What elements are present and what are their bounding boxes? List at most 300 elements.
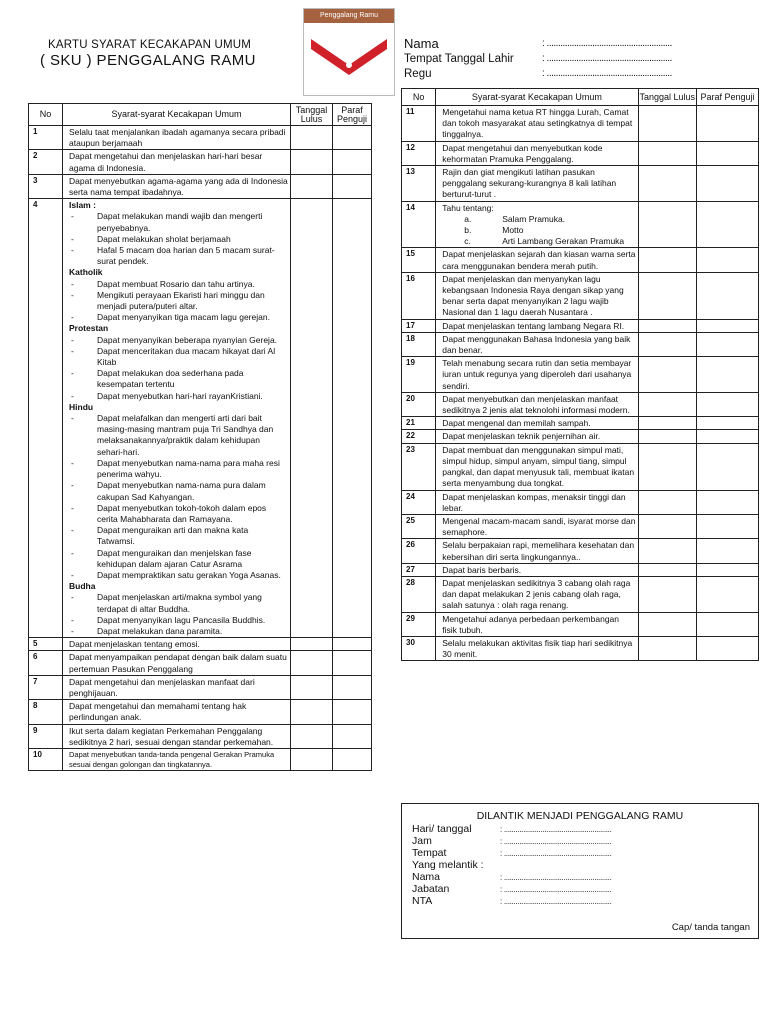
table-row bbox=[402, 319, 759, 332]
dash-icon: - bbox=[71, 289, 74, 300]
initial-cell[interactable] bbox=[697, 166, 759, 202]
initial-cell[interactable] bbox=[697, 106, 759, 142]
inauguration-row bbox=[412, 883, 612, 895]
table-row bbox=[402, 539, 759, 563]
date-cell[interactable] bbox=[291, 174, 333, 198]
table-row bbox=[29, 199, 372, 638]
list-item-text: Dapat menyebutkan nama-nama para maha resi penerima wahyu. bbox=[97, 457, 280, 480]
row-number: 29 bbox=[402, 612, 436, 636]
requirement-line: Dapat menjelaskan tentang lambang Negara RI. bbox=[442, 320, 625, 331]
row-number: 11 bbox=[402, 106, 436, 142]
list-item bbox=[69, 312, 288, 323]
row-number: 27 bbox=[402, 563, 436, 576]
list-item-text: Hafal 5 macam doa harian dan 5 macam surat-surat pendek. bbox=[97, 245, 275, 267]
inauguration-field[interactable]: : ........................................................ bbox=[500, 825, 612, 834]
inauguration-row bbox=[412, 847, 612, 859]
date-cell[interactable] bbox=[638, 357, 697, 393]
date-cell[interactable] bbox=[638, 141, 697, 165]
row-number: 26 bbox=[402, 539, 436, 563]
inauguration-row bbox=[412, 895, 612, 907]
row-number: 12 bbox=[402, 141, 436, 165]
dash-icon: - bbox=[71, 592, 74, 603]
initial-cell[interactable] bbox=[697, 141, 759, 165]
dash-icon: - bbox=[71, 413, 74, 424]
initial-cell[interactable] bbox=[697, 272, 759, 319]
requirement-line: Rajin dan giat mengikuti latihan pasukan penggalang sekurang-kurangnya 8 kali latihan berturut-turut . bbox=[442, 167, 617, 200]
list-item-text: Dapat melakukan mandi wajib dan mengerti penyebabnya. bbox=[97, 211, 263, 233]
inauguration-row bbox=[412, 871, 612, 883]
requirement-text bbox=[63, 638, 291, 651]
dash-icon: - bbox=[71, 334, 74, 345]
list-item-text: Dapat melakukan doa sederhana pada kesempatan tertentu bbox=[97, 368, 244, 390]
inauguration-field[interactable]: : ........................................................ bbox=[500, 897, 612, 906]
requirement-line: Dapat membuat dan menggunakan simpul mati, simpul hidup, simpul anyam, simpul tiang, simpul pangkal, dan dapat menyusuk tali, membuat ikatan serta menyambung dua tongkat. bbox=[442, 444, 635, 489]
row-number: 17 bbox=[402, 319, 436, 332]
table-row bbox=[402, 563, 759, 576]
table-row bbox=[402, 357, 759, 393]
inauguration-field[interactable]: : ........................................................ bbox=[500, 849, 612, 858]
requirement-line: Dapat mengetahui dan menyebutkan kode kehormatan Pramuka Penggalang. bbox=[442, 142, 603, 164]
table-row bbox=[29, 675, 372, 699]
list-item-text: Dapat melafalkan dan mengerti arti dari bait masing-masing mantram puja Tri Sandhya dan melaksanakannya/praktik dalam kehidupan sehari-hari. bbox=[97, 413, 274, 457]
list-item bbox=[69, 525, 288, 547]
chevron-emblem-icon bbox=[309, 35, 389, 75]
date-cell[interactable] bbox=[638, 514, 697, 538]
date-cell[interactable] bbox=[291, 638, 333, 651]
requirement-line: Mengetahui adanya perbedaan perkembangan fisik tubuh. bbox=[442, 613, 619, 635]
list-item bbox=[442, 236, 635, 247]
col-header-tanggal: Tanggal Lulus bbox=[638, 89, 697, 106]
list-item-text: Salam Pramuka. bbox=[502, 213, 566, 224]
table-row bbox=[402, 272, 759, 319]
row-number: 9 bbox=[29, 724, 63, 748]
requirement-text bbox=[436, 357, 638, 393]
requirement-text bbox=[63, 126, 291, 150]
religion-heading: Budha bbox=[69, 581, 96, 592]
list-item-text: Dapat menyebutkan tokoh-tokoh dalam epos cerita Mahabharata dan Ramayana. bbox=[97, 502, 267, 524]
date-cell[interactable] bbox=[638, 417, 697, 430]
row-number: 1 bbox=[29, 126, 63, 150]
row-number: 6 bbox=[29, 651, 63, 675]
requirement-text bbox=[63, 199, 291, 638]
col-header-syarat: Syarat-syarat Kecakapan Umum bbox=[63, 104, 291, 126]
date-cell[interactable] bbox=[638, 563, 697, 576]
identity-label: Nama bbox=[404, 36, 439, 51]
date-cell[interactable] bbox=[638, 201, 697, 248]
list-item bbox=[69, 570, 288, 581]
initial-cell[interactable] bbox=[333, 638, 372, 651]
requirement-line: Mengenal macam-macam sandi, isyarat morse dan semaphore. bbox=[442, 515, 636, 538]
row-number: 24 bbox=[402, 490, 436, 514]
initial-cell[interactable] bbox=[333, 150, 372, 174]
requirement-text bbox=[436, 576, 638, 612]
date-cell[interactable] bbox=[638, 106, 697, 142]
date-cell[interactable] bbox=[291, 700, 333, 724]
list-item bbox=[69, 290, 288, 312]
requirement-text bbox=[436, 563, 638, 576]
requirement-line: Selalu taat menjalankan ibadah agamanya secara pribadi ataupun berjamaah bbox=[69, 127, 286, 149]
list-item-text: Dapat membuat Rosario dan tahu artinya. bbox=[97, 278, 255, 289]
list-item-text: Dapat menguraikan dan menjelskan fase kehidupan dalam ajaran Catur Asrama bbox=[97, 547, 252, 569]
identity-field[interactable]: : ....................................................... bbox=[542, 68, 672, 79]
requirement-text bbox=[436, 443, 638, 490]
dash-icon: - bbox=[71, 390, 74, 401]
table-row bbox=[402, 248, 759, 272]
list-item bbox=[69, 592, 288, 614]
requirement-text bbox=[436, 332, 638, 356]
col-header-paraf: Paraf Penguji bbox=[333, 104, 372, 126]
initial-cell[interactable] bbox=[697, 319, 759, 332]
table-row bbox=[402, 392, 759, 416]
col-header-no: No bbox=[402, 89, 436, 106]
requirement-text bbox=[436, 106, 638, 142]
initial-cell[interactable] bbox=[697, 417, 759, 430]
inauguration-title: DILANTIK MENJADI PENGGALANG RAMU bbox=[476, 810, 684, 822]
list-item-text: Dapat menyebutkan nama-nama pura dalam cakupan Sad Kahyangan. bbox=[97, 480, 266, 502]
dash-icon: - bbox=[71, 278, 74, 289]
table-row bbox=[29, 126, 372, 150]
row-number: 13 bbox=[402, 166, 436, 202]
identity-label: Tempat Tanggal Lahir bbox=[404, 52, 514, 65]
requirement-line: Dapat menyebutkan dan menjelaskan manfaat sedikitnya 2 jenis alat teknolohi informasi modern. bbox=[442, 393, 630, 416]
requirement-line: Tahu tentang: bbox=[442, 202, 494, 213]
initial-cell[interactable] bbox=[697, 490, 759, 514]
requirement-line: Selalu berpakaian rapi, memelihara kesehatan dan kebersihan diri serta lingkungannya.. bbox=[442, 540, 635, 562]
requirement-line: Dapat menjelaskan tentang emosi. bbox=[69, 639, 200, 650]
badge-label: Penggalang Ramu bbox=[304, 9, 394, 23]
date-cell[interactable] bbox=[638, 576, 697, 612]
list-item bbox=[69, 615, 288, 626]
initial-cell[interactable] bbox=[333, 174, 372, 198]
requirement-text bbox=[436, 430, 638, 443]
list-item bbox=[69, 279, 288, 290]
initial-cell[interactable] bbox=[697, 248, 759, 272]
requirement-text bbox=[436, 636, 638, 660]
row-number: 18 bbox=[402, 332, 436, 356]
initial-cell[interactable] bbox=[697, 443, 759, 490]
dash-icon: - bbox=[71, 480, 74, 491]
list-item-text: Mengikuti perayaan Ekaristi hari minggu dan menjadi putera/puteri altar. bbox=[97, 289, 265, 312]
date-cell[interactable] bbox=[638, 612, 697, 636]
dash-icon: - bbox=[71, 245, 74, 256]
sku-table-right bbox=[401, 88, 759, 661]
dash-icon: - bbox=[71, 345, 74, 356]
col-header-tanggal: Tanggal Lulus bbox=[291, 104, 333, 126]
date-cell[interactable] bbox=[638, 248, 697, 272]
requirement-line: Dapat baris berbaris. bbox=[442, 564, 522, 575]
list-item bbox=[69, 391, 288, 402]
col-header-syarat: Syarat-syarat Kecakapan Umum bbox=[436, 89, 638, 106]
date-cell[interactable] bbox=[291, 724, 333, 748]
list-marker: c. bbox=[464, 236, 471, 247]
row-number: 8 bbox=[29, 700, 63, 724]
list-item bbox=[69, 346, 288, 368]
initial-cell[interactable] bbox=[697, 357, 759, 393]
requirement-line: Dapat menjelaskan dan menyanykan lagu kebangsaan Indonesia Raya dengan sikap yang benar serta dapat menyanyikan 2 lagu wajib Nasional dan 1 lagu daerah Nusantara . bbox=[442, 273, 624, 318]
list-item-text: Motto bbox=[502, 225, 524, 236]
row-number: 4 bbox=[29, 199, 63, 638]
requirement-line: Dapat mengenal dan memilah sampah. bbox=[442, 418, 591, 429]
initial-cell[interactable] bbox=[333, 199, 372, 638]
row-number: 25 bbox=[402, 514, 436, 538]
requirement-line: Ikut serta dalam kegiatan Perkemahan Penggalang sedikitnya 2 hari, sesuai dengan standar perkemahan. bbox=[69, 725, 274, 747]
date-cell[interactable] bbox=[638, 392, 697, 416]
row-number: 10 bbox=[29, 748, 63, 770]
requirement-line: Selalu melakukan aktivitas fisik tiap hari sedikitnya 30 menit. bbox=[442, 637, 633, 660]
table-row bbox=[402, 332, 759, 356]
inauguration-field[interactable]: : ........................................................ bbox=[500, 885, 612, 894]
requirement-text bbox=[436, 392, 638, 416]
inauguration-row bbox=[412, 835, 612, 847]
date-cell[interactable] bbox=[291, 199, 333, 638]
date-cell[interactable] bbox=[291, 651, 333, 675]
requirement-text bbox=[63, 675, 291, 699]
dash-icon: - bbox=[71, 312, 74, 323]
row-number: 3 bbox=[29, 174, 63, 198]
requirement-text bbox=[436, 166, 638, 202]
initial-cell[interactable] bbox=[697, 430, 759, 443]
inauguration-row bbox=[412, 823, 612, 835]
table-row bbox=[402, 166, 759, 202]
requirement-text bbox=[436, 201, 638, 248]
requirement-line: Telah menabung secara rutin dan setia membayar iuran untuk regunya yang diperoleh dari usahanya sendiri. bbox=[442, 358, 632, 391]
row-number: 7 bbox=[29, 675, 63, 699]
identity-row bbox=[404, 51, 727, 66]
date-cell[interactable] bbox=[638, 636, 697, 660]
row-number: 5 bbox=[29, 638, 63, 651]
row-number: 2 bbox=[29, 150, 63, 174]
requirement-text bbox=[63, 700, 291, 724]
row-number: 19 bbox=[402, 357, 436, 393]
date-cell[interactable] bbox=[638, 272, 697, 319]
list-item-text: Dapat menyanyikan beberapa nyanyian Gereja. bbox=[97, 334, 278, 345]
date-cell[interactable] bbox=[291, 748, 333, 770]
row-number: 14 bbox=[402, 201, 436, 248]
row-number: 16 bbox=[402, 272, 436, 319]
list-item-text: Arti Lambang Gerakan Pramuka bbox=[502, 236, 625, 247]
initial-cell[interactable] bbox=[333, 724, 372, 748]
list-item-text: Dapat mempraktikan satu gerakan Yoga Asanas. bbox=[97, 569, 281, 580]
list-item-text: Dapat menyanyikan tiga macam lagu gerejan. bbox=[97, 312, 270, 323]
date-cell[interactable] bbox=[638, 539, 697, 563]
date-cell[interactable] bbox=[638, 319, 697, 332]
requirement-text bbox=[63, 651, 291, 675]
requirement-text bbox=[436, 539, 638, 563]
initial-cell[interactable] bbox=[333, 675, 372, 699]
list-item bbox=[69, 245, 288, 267]
row-number: 20 bbox=[402, 392, 436, 416]
list-item bbox=[442, 225, 635, 236]
requirement-line: Dapat menyebutkan tanda-tanda pengenal Gerakan Pramuka sesuai dengan golongan dan tingkatannya. bbox=[69, 749, 275, 769]
card-subtitle: ( SKU ) PENGGALANG RAMU bbox=[40, 52, 256, 69]
religion-heading: Islam : bbox=[69, 200, 96, 211]
table-row bbox=[402, 430, 759, 443]
initial-cell[interactable] bbox=[333, 700, 372, 724]
date-cell[interactable] bbox=[638, 490, 697, 514]
date-cell[interactable] bbox=[638, 443, 697, 490]
initial-cell[interactable] bbox=[697, 332, 759, 356]
table-row bbox=[402, 576, 759, 612]
requirement-line: Mengetahui nama ketua RT hingga Lurah, Camat dan tokoh masyarakat atau setingkatnya di tempat tinggalnya. bbox=[442, 107, 633, 140]
card-title: KARTU SYARAT KECAKAPAN UMUM bbox=[48, 39, 252, 51]
list-marker: a. bbox=[464, 213, 472, 224]
inauguration-field[interactable]: : ........................................................ bbox=[500, 873, 612, 882]
inauguration-label: Jam bbox=[412, 835, 432, 847]
sku-table-left bbox=[28, 103, 372, 771]
table-row bbox=[29, 651, 372, 675]
table-row bbox=[29, 150, 372, 174]
list-item-text: Dapat menceritakan dua macam hikayat dari Al Kitab bbox=[97, 345, 276, 368]
date-cell[interactable] bbox=[638, 332, 697, 356]
inauguration-field[interactable]: : ........................................................ bbox=[500, 837, 612, 846]
list-item bbox=[69, 458, 288, 480]
identity-row bbox=[404, 66, 727, 81]
list-item bbox=[69, 413, 288, 458]
inauguration-label: Hari/ tanggal bbox=[412, 823, 472, 835]
date-cell[interactable] bbox=[291, 675, 333, 699]
initial-cell[interactable] bbox=[697, 514, 759, 538]
dash-icon: - bbox=[71, 211, 74, 222]
table-row bbox=[402, 201, 759, 248]
requirement-line: Dapat menjelaskan sejarah dan kiasan warna serta cara menggunakan bendera merah putih. bbox=[442, 249, 636, 271]
row-number: 21 bbox=[402, 417, 436, 430]
date-cell[interactable] bbox=[291, 126, 333, 150]
penggalang-ramu-badge bbox=[303, 8, 395, 96]
initial-cell[interactable] bbox=[697, 201, 759, 248]
row-number: 28 bbox=[402, 576, 436, 612]
initial-cell[interactable] bbox=[333, 126, 372, 150]
table-row bbox=[402, 490, 759, 514]
table-row bbox=[29, 700, 372, 724]
initial-cell[interactable] bbox=[697, 636, 759, 660]
inauguration-row bbox=[412, 859, 500, 871]
requirement-text bbox=[436, 272, 638, 319]
religion-heading: Katholik bbox=[69, 267, 103, 278]
row-number: 30 bbox=[402, 636, 436, 660]
requirement-text bbox=[436, 417, 638, 430]
row-number: 22 bbox=[402, 430, 436, 443]
table-row bbox=[29, 174, 372, 198]
inauguration-label: Yang melantik : bbox=[412, 859, 484, 871]
date-cell[interactable] bbox=[291, 150, 333, 174]
initial-cell[interactable] bbox=[333, 748, 372, 770]
requirement-text bbox=[436, 319, 638, 332]
requirement-text bbox=[436, 514, 638, 538]
date-cell[interactable] bbox=[638, 430, 697, 443]
identity-field[interactable]: : ....................................................... bbox=[542, 38, 672, 49]
col-header-paraf: Paraf Penguji bbox=[697, 89, 759, 106]
identity-block bbox=[404, 36, 727, 81]
list-item-text: Dapat menguraikan arti dan makna kata Tatwamsi. bbox=[97, 525, 249, 547]
initial-cell[interactable] bbox=[333, 651, 372, 675]
table-row bbox=[29, 638, 372, 651]
requirement-text bbox=[436, 490, 638, 514]
initial-cell[interactable] bbox=[697, 576, 759, 612]
requirement-text bbox=[63, 150, 291, 174]
col-header-no: No bbox=[29, 104, 63, 126]
dash-icon: - bbox=[71, 614, 74, 625]
table-row bbox=[402, 443, 759, 490]
dash-icon: - bbox=[71, 547, 74, 558]
list-item-text: Dapat melakukan sholat berjamaah bbox=[97, 233, 231, 244]
requirement-line: Dapat menggunakan Bahasa Indonesia yang baik dan benar. bbox=[442, 333, 631, 356]
list-item bbox=[69, 480, 288, 502]
inauguration-label: Tempat bbox=[412, 847, 447, 859]
requirement-line: Dapat menyampaikan pendapat dengan baik dalam suatu pertemuan Pasukan Penggalang bbox=[69, 652, 287, 674]
requirement-line: Dapat menjelaskan kompas, menaksir tinggi dan lebar. bbox=[442, 491, 626, 513]
dash-icon: - bbox=[71, 502, 74, 513]
table-row bbox=[402, 514, 759, 538]
inauguration-label: Jabatan bbox=[412, 883, 450, 895]
table-row bbox=[402, 417, 759, 430]
initial-cell[interactable] bbox=[697, 539, 759, 563]
requirement-text bbox=[436, 141, 638, 165]
dash-icon: - bbox=[71, 457, 74, 468]
inauguration-box bbox=[401, 803, 759, 939]
list-item-text: Dapat menjelaskan arti/makna symbol yang terdapat di altar Buddha. bbox=[97, 592, 262, 614]
row-number: 15 bbox=[402, 248, 436, 272]
identity-label: Regu bbox=[404, 67, 432, 80]
list-item bbox=[69, 548, 288, 570]
list-item bbox=[69, 503, 288, 525]
requirement-line: Dapat menjelaskan teknik penjernihan air. bbox=[442, 431, 601, 442]
requirement-line: Dapat menjelaskan sedikitnya 3 cabang olah raga dan dapat melakukan 2 jenis cabang olah raga, salah satunya : olah raga renang. bbox=[442, 577, 631, 611]
list-item bbox=[69, 335, 288, 346]
requirement-line: Dapat menyebutkan agama-agama yang ada di Indonesia serta nama tempat ibadahnya. bbox=[69, 175, 288, 198]
identity-field[interactable]: : ....................................................... bbox=[542, 53, 672, 64]
table-row bbox=[402, 636, 759, 660]
dash-icon: - bbox=[71, 525, 74, 536]
list-item bbox=[442, 214, 635, 225]
date-cell[interactable] bbox=[638, 166, 697, 202]
list-item-text: Dapat menyanyikan lagu Pancasila Buddhis. bbox=[97, 614, 266, 625]
requirement-text bbox=[436, 612, 638, 636]
dash-icon: - bbox=[71, 233, 74, 244]
requirement-text bbox=[436, 248, 638, 272]
initial-cell[interactable] bbox=[697, 563, 759, 576]
table-row bbox=[402, 106, 759, 142]
inauguration-label: NTA bbox=[412, 895, 433, 907]
list-item bbox=[69, 234, 288, 245]
list-item bbox=[69, 626, 288, 637]
religion-heading: Hindu bbox=[69, 401, 94, 412]
identity-row bbox=[404, 36, 727, 51]
initial-cell[interactable] bbox=[697, 612, 759, 636]
list-marker: b. bbox=[464, 225, 472, 236]
inauguration-label: Nama bbox=[412, 871, 441, 883]
table-row bbox=[29, 748, 372, 770]
initial-cell[interactable] bbox=[697, 392, 759, 416]
religion-heading: Protestan bbox=[69, 323, 109, 334]
requirement-line: Dapat mengetahui dan menjelaskan manfaat dari penghijauan. bbox=[69, 676, 255, 698]
list-item bbox=[69, 368, 288, 390]
requirement-line: Dapat mengetahui dan menjelaskan hari-hari besar agama di Indonesia. bbox=[69, 151, 263, 173]
requirement-text bbox=[63, 748, 291, 770]
dash-icon: - bbox=[71, 569, 74, 580]
table-row bbox=[29, 724, 372, 748]
requirement-text bbox=[63, 174, 291, 198]
row-number: 23 bbox=[402, 443, 436, 490]
table-row bbox=[402, 612, 759, 636]
list-item-text: Dapat melakukan dana paramita. bbox=[97, 625, 223, 636]
requirement-line: Dapat mengetahui dan memahami tentang hak perlindungan anak. bbox=[69, 701, 247, 723]
signature-label: Cap/ tanda tangan bbox=[671, 922, 750, 933]
dash-icon: - bbox=[71, 625, 74, 636]
list-item-text: Dapat menyebutkan hari-hari rayanKristiani. bbox=[97, 390, 263, 401]
requirement-text bbox=[63, 724, 291, 748]
list-item bbox=[69, 211, 288, 233]
table-row bbox=[402, 141, 759, 165]
